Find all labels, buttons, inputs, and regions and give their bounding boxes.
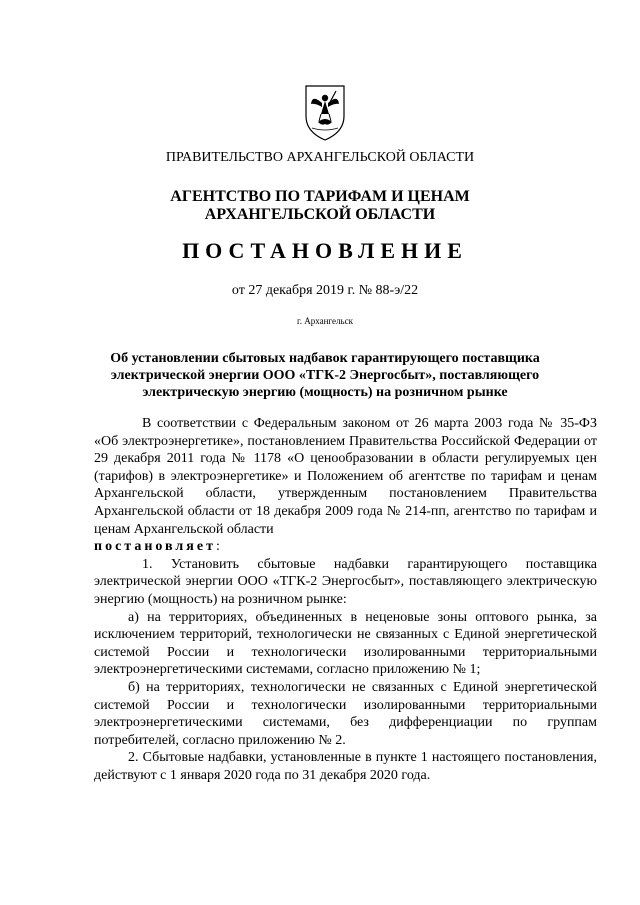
government-name: ПРАВИТЕЛЬСТВО АРХАНГЕЛЬСКОЙ ОБЛАСТИ bbox=[165, 150, 475, 165]
agency-name-line1: АГЕНТСТВО ПО ТАРИФАМ И ЦЕНАМ bbox=[170, 188, 470, 205]
item-1a-paragraph: а) на территориях, объединенных в неценовые зоны оптового рынка, за исключением территорий, технологически не связанных с Единой энергетической системой России и технологически изолированными территориальными электроэнергетическими системами, согласно приложению № 1; bbox=[94, 609, 597, 678]
agency-name-line2: АРХАНГЕЛЬСКОЙ ОБЛАСТИ bbox=[204, 206, 436, 223]
resolves-colon: : bbox=[215, 539, 220, 555]
document-city: г. Архангельск bbox=[297, 316, 353, 326]
subject-line2: электрической энергии ООО «ТГК-2 Энергосбыт», поставляющего bbox=[110, 368, 540, 383]
document-body bbox=[94, 415, 597, 784]
preamble-paragraph bbox=[94, 415, 597, 556]
resolves-word: постановляет bbox=[94, 539, 216, 555]
agency-name bbox=[0, 188, 640, 224]
preamble-text: В соответствии с Федеральным законом от 26 марта 2003 года № 35-ФЗ «Об электроэнергетике», постановлением Правительства Российской Федерации от 29 декабря 2011 года № 1178 «О ценообразовании в области регулируемых цен (тарифов) в электроэнергетике» и Положением об агентстве по тарифам и ценам Архангельской области, утвержденным постановлением Правительства Архангельской области от 18 декабря 2009 года № 214-пп, агентство по тарифам и ценам Архангельской области bbox=[94, 416, 597, 537]
item-1-paragraph: 1. Установить сбытовые надбавки гарантирующего поставщика электрической энергии ООО «ТГК-2 Энергосбыт», поставляющего электрическую энергию (мощность) на розничном рынке: bbox=[94, 556, 597, 607]
subject-line3: электрическую энергию (мощность) на розничном рынке bbox=[142, 385, 508, 400]
item-1b-paragraph: б) на территориях, технологически не связанных с Единой энергетической системой России и технологически изолированными территориальными электроэнергетическими системами, без дифференциации по группам потребителей, согласно приложению № 2. bbox=[94, 679, 597, 748]
document-type: ПОСТАНОВЛЕНИЕ bbox=[182, 238, 468, 263]
document-date-number: от 27 декабря 2019 г. № 88-э/22 bbox=[231, 283, 419, 298]
document-subject bbox=[95, 350, 555, 401]
item-2-paragraph: 2. Сбытовые надбавки, установленные в пункте 1 настоящего постановления, действуют с 1 января 2020 года по 31 декабря 2020 года. bbox=[94, 750, 597, 783]
arkhangelsk-coat-of-arms-icon bbox=[300, 82, 350, 142]
subject-line1: Об установлении сбытовых надбавок гарантирующего поставщика bbox=[110, 351, 540, 366]
